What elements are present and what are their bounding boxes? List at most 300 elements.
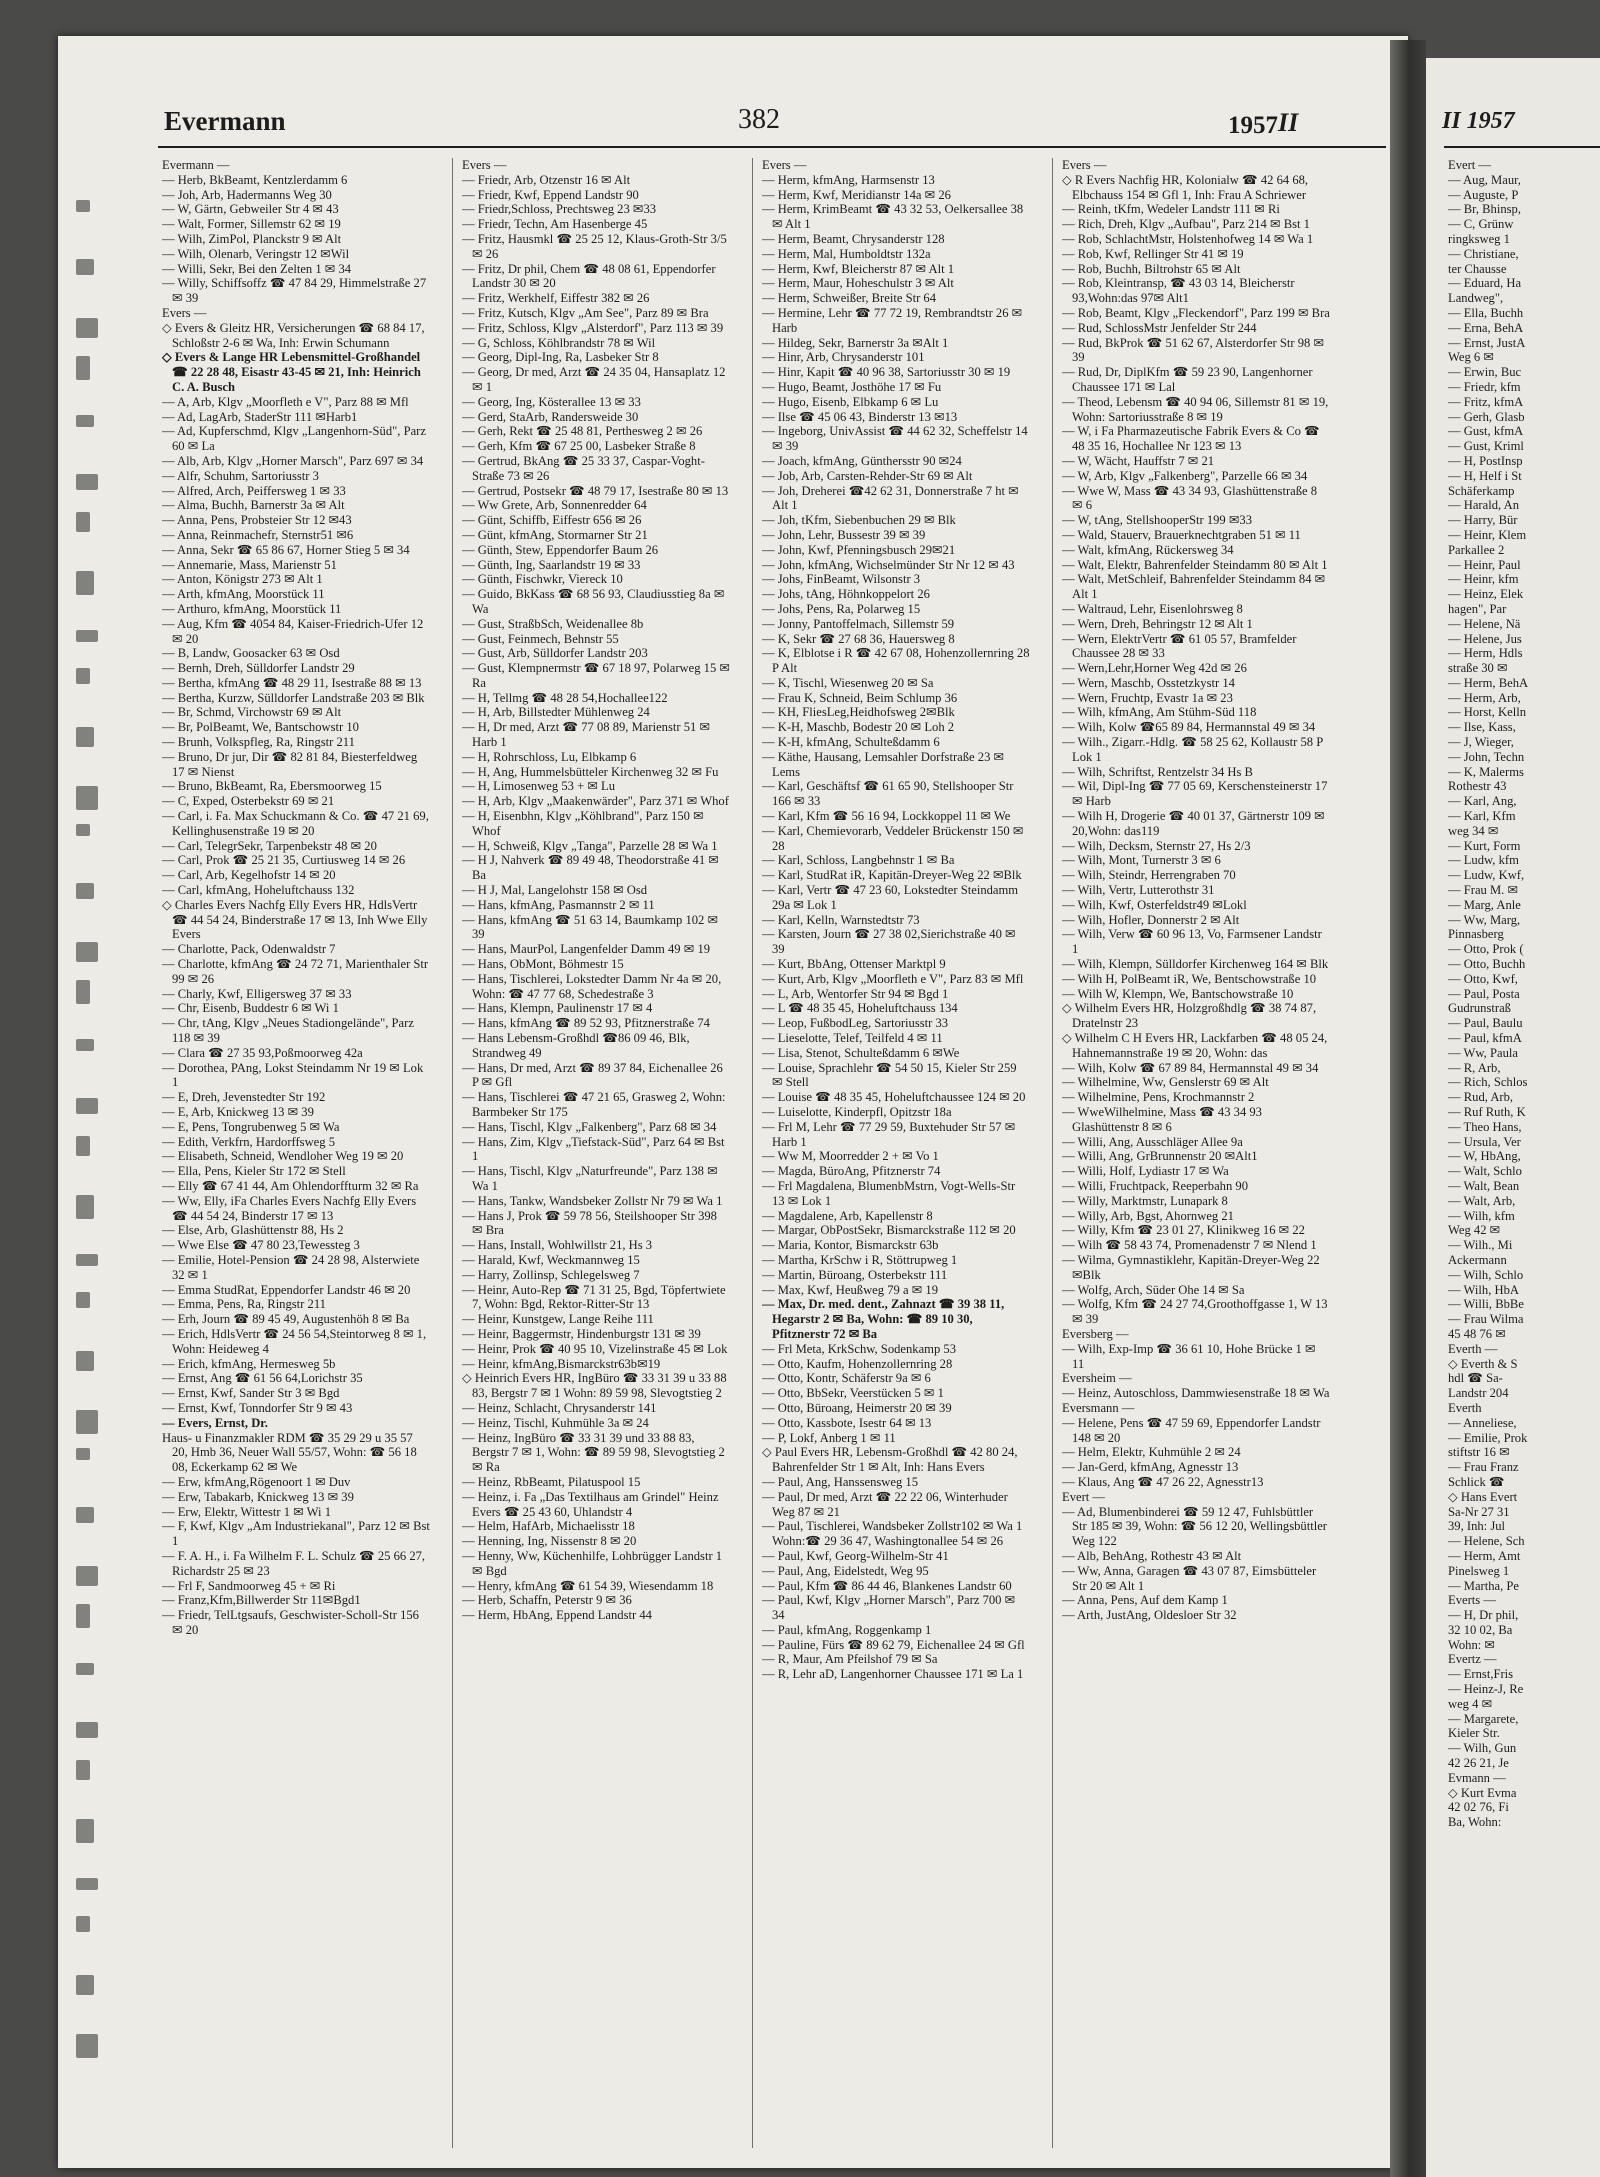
next-page-line: — Martha, Pe: [1448, 1578, 1519, 1593]
directory-entry: — Henning, Ing, Nissenstr 8 ✉ 20: [462, 1534, 637, 1549]
directory-entry: — Chr, Eisenb, Buddestr 6 ✉ Wi 1: [162, 1001, 339, 1016]
directory-entry: — Hans, Tankw, Wandsbeker Zollstr Nr 79 ✉ Wa 1: [462, 1193, 723, 1208]
directory-entry: — Wilh H, PolBeamt iR, We, Bentschowstraße 10: [1062, 971, 1317, 986]
directory-entry: — Karl, Kfm ☎ 56 16 94, Lockkoppel 11 ✉ We: [762, 809, 1011, 824]
directory-entry: — Wilh W, Klempn, We, Bantschowstraße 10: [1062, 986, 1294, 1001]
next-page-line: — Frau Franz: [1448, 1460, 1519, 1475]
next-page-line: — Heinz-J, Re: [1448, 1682, 1524, 1697]
margin-smudge: [76, 1760, 90, 1780]
directory-entry: — W, i Fa Pharmazeutische Fabrik Evers & Co ☎ 48 35 16, Hochallee Nr 123 ✉ 13: [1062, 424, 1320, 454]
directory-entry: — Carl, kfmAng, Hoheluftchauss 132: [162, 883, 355, 898]
directory-entry: — Louise ☎ 48 35 45, Hoheluftchaussee 124 ✉ 20: [762, 1090, 1026, 1105]
next-page-line: Pinelsweg 1: [1448, 1563, 1510, 1578]
header-rule: [158, 146, 1386, 148]
margin-smudge: [76, 668, 90, 684]
next-page-line: — Marg, Anle: [1448, 897, 1521, 912]
directory-entry: — Friedr, TelLtgsaufs, Geschwister-Scholl-Str 156 ✉ 20: [162, 1608, 419, 1637]
directory-entry: — Fritz, Kutsch, Klgv „Am See", Parz 89 ✉ Bra: [462, 305, 709, 320]
next-page-line: — Ernst, JustA: [1448, 335, 1526, 350]
next-page-header: II 1957: [1442, 108, 1515, 134]
directory-entry: — Karsten, Journ ☎ 27 38 02,Sierichstraße 40 ✉ 39: [762, 927, 1016, 957]
directory-entry: — Wilh ☎ 58 43 74, Promenadenstr 7 ✉ Nlend 1: [1062, 1238, 1317, 1253]
next-page-line: — Walt, Arb,: [1448, 1193, 1516, 1208]
directory-entry: — Herm, KrimBeamt ☎ 43 32 53, Oelkersallee 38 ✉ Alt 1: [762, 202, 1024, 232]
directory-entry: Evers —: [762, 158, 807, 172]
next-page-line: — Gerh, Glasb: [1448, 409, 1525, 424]
next-page-line: Evertz —: [1448, 1652, 1497, 1667]
directory-entry: Evers —: [162, 305, 207, 320]
directory-entry: — K, Tischl, Wiesenweg 20 ✉ Sa: [762, 675, 934, 690]
directory-entry: — H J, Mal, Langelohstr 158 ✉ Osd: [462, 883, 648, 898]
directory-entry: ◇ Wilhelm C H Evers HR, Lackfarben ☎ 48 05 24, Hahnemannstraße 19 ✉ 20, Wohn: das: [1062, 1031, 1328, 1060]
next-page-line: — Margarete,: [1448, 1711, 1519, 1726]
next-page-line: — K, Malerms: [1448, 764, 1524, 779]
directory-entry: — Paul, Kwf, Georg-Wilhelm-Str 41: [762, 1548, 949, 1563]
directory-entry: — Hinr, Arb, Chrysanderstr 101: [762, 350, 925, 365]
directory-entry: — Gust, Klempnermstr ☎ 67 18 97, Polarweg 15 ✉ Ra: [462, 661, 730, 690]
next-page-line: ◇ Kurt Evma: [1448, 1785, 1517, 1800]
directory-entry: — Ernst, Kwf, Tonndorfer Str 9 ✉ 43: [162, 1400, 353, 1415]
directory-entry: — Hans, Tischl, Klgv „Naturfreunde", Parz 138 ✉ Wa 1: [462, 1164, 718, 1193]
directory-entry: — Martha, KrSchw i R, Stöttrupweg 1: [762, 1252, 958, 1267]
directory-entry: — Paul, Tischlerei, Wandsbeker Zollstr102 ✉ Wa 1 Wohn:☎ 29 36 47, Washingtonallee 54 ✉ 26: [762, 1519, 1023, 1549]
directory-entry: — Heinz, Schlacht, Chrysanderstr 141: [462, 1400, 657, 1415]
directory-entry: — Anton, Königstr 273 ✉ Alt 1: [162, 572, 323, 587]
next-page-line: — H, Helf i St: [1448, 468, 1522, 483]
directory-entry: — Frl M, Lehr ☎ 77 29 59, Buxtehuder Str 57 ✉ Harb 1: [762, 1119, 1016, 1149]
directory-entry: — Reinh, tKfm, Wedeler Landstr 111 ✉ Ri: [1062, 202, 1280, 217]
directory-entry: — Lieselotte, Telef, Teilfeld 4 ✉ 11: [762, 1031, 943, 1046]
next-page-line: Wohn: ✉: [1448, 1637, 1495, 1652]
directory-entry: — Fritz, Werkhelf, Eiffestr 382 ✉ 26: [462, 291, 650, 306]
next-page-line: — Karl, Kfm: [1448, 809, 1516, 824]
directory-entry: — Karl, Vertr ☎ 47 23 60, Lokstedter Steindamm 29a ✉ Lok 1: [762, 883, 1019, 912]
directory-entry: ◇ Heinrich Evers HR, IngBüro ☎ 33 31 39 u 33 88 83, Bergstr 7 ✉ 1 Wohn: 89 59 98, Slevogtstieg 2: [462, 1371, 727, 1401]
next-page-line: — Paul, kfmA: [1448, 1031, 1522, 1046]
directory-entry: — WweWilhelmine, Mass ☎ 43 34 93 Glashüttenstr 8 ✉ 6: [1062, 1105, 1262, 1134]
directory-entry: — Charlotte, kfmAng ☎ 24 72 71, Marienthaler Str 99 ✉ 26: [162, 957, 429, 986]
directory-entry: — Wern, Dreh, Behringstr 12 ✉ Alt 1: [1062, 616, 1253, 631]
directory-entry: — Emilie, Hotel-Pension ☎ 24 28 98, Alsterwiete 32 ✉ 1: [162, 1252, 420, 1282]
directory-entry: — Heinr, Kunstgew, Lange Reihe 111: [462, 1312, 654, 1327]
next-page-line: — Rich, Schlos: [1448, 1075, 1528, 1090]
directory-entry: — Hans J, Prok ☎ 59 78 56, Steilshooper Str 398 ✉ Bra: [462, 1208, 717, 1238]
directory-entry: Eversberg —: [1062, 1326, 1129, 1341]
directory-entry: — Johs, Pens, Ra, Polarweg 15: [762, 601, 921, 616]
directory-entry: — Ernst, Kwf, Sander Str 3 ✉ Bgd: [162, 1386, 340, 1401]
directory-entry: — Waltraud, Lehr, Eisenlohrsweg 8: [1062, 601, 1243, 616]
directory-entry: Eversmann —: [1062, 1400, 1135, 1415]
directory-entry: — Max, Dr. med. dent., Zahnazt ☎ 39 38 11, Hegarstr 2 ✉ Ba, Wohn: ☎ 89 10 30, Pfitznerstr 72 ✉ Ba: [762, 1297, 1005, 1341]
next-page-line: — Ww, Paula: [1448, 1045, 1518, 1060]
directory-entry: — Rob, Buchh, Biltrohstr 65 ✉ Alt: [1062, 261, 1241, 276]
margin-smudge: [76, 1975, 94, 1995]
next-page-line: ◇ Everth & S: [1448, 1356, 1518, 1371]
directory-entry: — H, Rohrschloss, Lu, Elbkamp 6: [462, 749, 637, 764]
directory-entry: — Hildeg, Sekr, Barnerstr 3a ✉Alt 1: [762, 335, 949, 350]
margin-smudge: [76, 1098, 98, 1114]
directory-entry: — Erich, kfmAng, Hermesweg 5b: [162, 1356, 336, 1371]
directory-entry: — Paul, Dr med, Arzt ☎ 22 22 06, Winterhuder Weg 87 ✉ 21: [762, 1489, 1008, 1519]
next-page-line: — Br, Bhinsp,: [1448, 202, 1521, 217]
directory-entry: — Willi, Sekr, Bei den Zelten 1 ✉ 34: [162, 261, 352, 276]
directory-entry: — Joh, Arb, Hadermanns Weg 30: [162, 187, 332, 202]
directory-entry: — Alb, BehAng, Rothestr 43 ✉ Alt: [1062, 1548, 1242, 1563]
directory-entry: — Anna, Pens, Probsteier Str 12 ✉43: [162, 513, 352, 528]
directory-entry: — Arth, JustAng, Oldesloer Str 32: [1062, 1608, 1237, 1623]
directory-entry: — Rob, Beamt, Klgv „Fleckendorf", Parz 199 ✉ Bra: [1062, 305, 1330, 320]
edition-year: 1957: [1228, 112, 1278, 139]
directory-entry: — Else, Arb, Glashüttenstr 88, Hs 2: [162, 1223, 344, 1238]
directory-entry: — Heinr, Prok ☎ 40 95 10, Vizelinstraße 45 ✉ Lok: [462, 1341, 728, 1356]
directory-entry: — H J, Nahverk ☎ 89 49 48, Theodorstraße 41 ✉ Ba: [462, 853, 719, 883]
directory-entry: — Wilhelmine, Ww, Genslerstr 69 ✉ Alt: [1062, 1075, 1269, 1090]
directory-entry: — Wilh, Steindr, Herrengraben 70: [1062, 868, 1236, 883]
directory-entry: — Rob, Kwf, Rellinger Str 41 ✉ 19: [1062, 246, 1244, 261]
directory-entry: — L, Arb, Wentorfer Str 94 ✉ Bgd 1: [762, 986, 949, 1001]
next-page-line: — Heinr, Klem: [1448, 527, 1527, 542]
next-page-line: — Erwin, Buc: [1448, 365, 1522, 380]
directory-entry: — G, Schloss, Köhlbrandstr 78 ✉ Wil: [462, 335, 656, 350]
directory-entry: ◇ Evers & Lange HR Lebensmittel-Großhandel ☎ 22 28 48, Eisastr 43-45 ✉ 21, Inh: Heinrich C. A. Busch: [162, 350, 421, 394]
margin-smudge: [76, 883, 94, 899]
directory-entry: — Friedr, Kwf, Eppend Landstr 90: [462, 187, 639, 202]
directory-entry: Evers —: [462, 158, 507, 172]
directory-entry: — Alfr, Schuhm, Sartoriusstr 3: [162, 468, 319, 483]
directory-entry: — Walt, MetSchleif, Bahrenfelder Steindamm 84 ✉ Alt 1: [1062, 572, 1326, 602]
directory-entry: — Herb, BkBeamt, Kentzlerdamm 6: [162, 172, 348, 187]
directory-entry: — Rud, SchlossMstr Jenfelder Str 244: [1062, 320, 1257, 335]
directory-entry: Haus- u Finanzmakler RDM ☎ 35 29 29 u 35 57 20, Hmb 36, Neuer Wall 55/57, Wohn: ☎ 56 18 08, Eckerkamp 62 ✉ We: [162, 1430, 417, 1475]
directory-entry: — Heinz, Autoschloss, Dammwiesenstraße 18 ✉ Wa: [1062, 1386, 1330, 1401]
next-page-line: — Aug, Maur,: [1448, 172, 1521, 187]
next-page-line: — Karl, Ang,: [1448, 794, 1517, 809]
directory-entry: — Frl F, Sandmoorweg 45 + ✉ Ri: [162, 1578, 336, 1593]
directory-entry: — Wwe W, Mass ☎ 43 34 93, Glashüttenstraße 8 ✉ 6: [1062, 483, 1318, 513]
directory-entry: — Ad, Kupferschmd, Klgv „Langenhorn-Süd", Parz 60 ✉ La: [162, 424, 426, 454]
directory-entry: — Anna, Pens, Auf dem Kamp 1: [1062, 1593, 1228, 1608]
directory-entry: — John, Lehr, Bussestr 39 ✉ 39: [762, 527, 926, 542]
directory-column-3: [762, 158, 1030, 1682]
directory-entry: — Wilh, Kolw ☎ 67 89 84, Hermannstal 49 ✉ 34: [1062, 1060, 1319, 1075]
directory-entry: — Jonny, Pantoffelmach, Sillemstr 59: [762, 616, 955, 631]
next-page-line: Evert —: [1448, 158, 1492, 172]
directory-entry: — Heinr, Baggermstr, Hindenburgstr 131 ✉ 39: [462, 1326, 701, 1341]
next-page-line: Gudrunstraß: [1448, 1001, 1511, 1016]
margin-smudge: [76, 2034, 98, 2058]
directory-entry: — Hans, ObMont, Böhmestr 15: [462, 957, 624, 972]
directory-entry: — Herm, Mal, Humboldtstr 132a: [762, 246, 931, 261]
directory-column-1: [162, 158, 430, 1638]
directory-entry: — Hans, Tischlerei, Lokstedter Damm Nr 4a ✉ 20, Wohn: ☎ 47 77 68, Schedestraße 3: [462, 971, 722, 1001]
next-page-line: hagen", Par: [1448, 601, 1507, 616]
directory-entry: — K, Sekr ☎ 27 68 36, Hauersweg 8: [762, 631, 955, 646]
page-header: [58, 82, 1408, 139]
directory-entry: — Frl Magdalena, BlumenbMstrn, Vogt-Wells-Str 13 ✉ Lok 1: [762, 1178, 1016, 1208]
margin-smudge: [76, 318, 98, 338]
directory-entry: — Harald, Kwf, Weckmannweg 15: [462, 1252, 640, 1267]
next-page-line: — Wilh, Schlo: [1448, 1267, 1524, 1282]
next-page-line: Schäferkamp: [1448, 483, 1515, 498]
margin-smudge: [76, 200, 90, 212]
next-page-line: — Wilh, HbA: [1448, 1282, 1519, 1297]
directory-entry: — Hugo, Eisenb, Elbkamp 6 ✉ Lu: [762, 394, 939, 409]
next-page-line: — Erna, BehA: [1448, 320, 1524, 335]
next-page-line: — Heinz, Elek: [1448, 587, 1524, 602]
directory-entry: — Günth, Stew, Eppendorfer Baum 26: [462, 542, 659, 557]
directory-entry: — Henry, kfmAng ☎ 61 54 39, Wiesendamm 18: [462, 1578, 714, 1593]
directory-entry: — B, Landw, Goosacker 63 ✉ Osd: [162, 646, 340, 661]
directory-entry: — Herm, Kwf, Meridianstr 14a ✉ 26: [762, 187, 951, 202]
next-page-line: — Kurt, Form: [1448, 838, 1521, 853]
next-page-line: Evmann —: [1448, 1770, 1506, 1785]
directory-entry: — Aug, Kfm ☎ 4054 84, Kaiser-Friedrich-Ufer 12 ✉ 20: [162, 616, 424, 646]
margin-smudge: [76, 415, 94, 427]
directory-entry: — Martin, Büroang, Osterbekstr 111: [762, 1267, 948, 1282]
directory-entry: — H, Tellmg ☎ 48 28 54,Hochallee122: [462, 690, 668, 705]
directory-entry: — Bernh, Dreh, Sülldorfer Landstr 29: [162, 661, 355, 676]
directory-entry: — Chr, tAng, Klgv „Neues Stadiongelände", Parz 118 ✉ 39: [162, 1016, 414, 1046]
next-page-line: — Herm, Amt: [1448, 1548, 1521, 1563]
directory-entry: — Otto, Büroang, Heimerstr 20 ✉ 39: [762, 1400, 952, 1415]
directory-entry: ◇ Paul Evers HR, Lebensm-Großhdl ☎ 42 80 24, Bahrenfelder Str 1 ✉ Alt, Inh: Hans Evers: [762, 1445, 1018, 1475]
directory-entry: — Willy, Arb, Bgst, Ahornweg 21: [1062, 1208, 1234, 1223]
next-page-line: — Ludw, Kwf,: [1448, 868, 1525, 883]
directory-entry: — Ad, LagArb, StaderStr 111 ✉Harb1: [162, 409, 358, 424]
directory-entry: — Hans, Dr med, Arzt ☎ 89 37 84, Eichenallee 26 P ✉ Gfl: [462, 1060, 723, 1090]
next-page-line: — W, HbAng,: [1448, 1149, 1521, 1164]
directory-entry: — H, Limosenweg 53 + ✉ Lu: [462, 779, 616, 794]
directory-column-4: [1062, 158, 1330, 1623]
directory-entry: — Wilh, Decksm, Sternstr 27, Hs 2/3: [1062, 838, 1251, 853]
directory-entry: — Wilh., Zigarr.-Hdlg. ☎ 58 25 62, Kollaustr 58 P Lok 1: [1062, 735, 1323, 764]
directory-entry: — Herm, Beamt, Chrysanderstr 128: [762, 231, 945, 246]
next-page-line: — Ruf Ruth, K: [1448, 1105, 1526, 1119]
directory-entry: — Wilh, Klempn, Sülldorfer Kirchenweg 164 ✉ Blk: [1062, 957, 1329, 972]
next-page-line: — Ernst,Fris: [1448, 1667, 1514, 1682]
directory-entry: — Edith, Verkfrn, Hardorffsweg 5: [162, 1134, 336, 1149]
directory-entry: — Otto, Kontr, Schäferstr 9a ✉ 6: [762, 1371, 931, 1386]
margin-smudge: [76, 727, 94, 747]
directory-entry: — Brunh, Volkspfleg, Ra, Ringstr 211: [162, 735, 355, 750]
directory-entry: — W, tAng, StellshooperStr 199 ✉33: [1062, 513, 1253, 528]
directory-entry: — Wilh H, Drogerie ☎ 40 01 37, Gärtnerstr 109 ✉ 20,Wohn: das119: [1062, 809, 1325, 838]
next-page-line: — R, Arb,: [1448, 1060, 1501, 1075]
directory-entry: — Hans, kfmAng ☎ 51 63 14, Baumkamp 102 ✉ 39: [462, 912, 719, 942]
directory-entry: — Hans, Tischlerei ☎ 47 21 65, Grasweg 2, Wohn: Barmbeker Str 175: [462, 1090, 726, 1119]
next-page-line: 45 48 76 ✉: [1448, 1326, 1506, 1341]
directory-entry: Evermann —: [162, 158, 230, 172]
directory-entry: — Karl, Schloss, Langbehnstr 1 ✉ Ba: [762, 853, 955, 868]
directory-entry: — Br, PolBeamt, We, Bantschowstr 10: [162, 720, 359, 735]
directory-entry: — John, kfmAng, Wichselmünder Str Nr 12 ✉ 43: [762, 557, 1015, 572]
directory-entry: — Wald, Stauerv, Brauerknechtgraben 51 ✉ 11: [1062, 527, 1301, 542]
next-page-line: — Christiane,: [1448, 246, 1519, 261]
next-page-line: — Ella, Buchh: [1448, 305, 1524, 320]
directory-entry: — Lisa, Stenot, Schulteßdamm 6 ✉We: [762, 1045, 960, 1060]
directory-entry: — Walt, Former, Sillemstr 62 ✉ 19: [162, 217, 341, 232]
margin-smudge: [76, 1410, 98, 1434]
directory-entry: — Paul, Kfm ☎ 86 44 46, Blankenes Landstr 60: [762, 1578, 1012, 1593]
directory-entry: — Willy, Schiffsoffz ☎ 47 84 29, Himmelstraße 27 ✉ 39: [162, 276, 427, 306]
directory-entry: — Frau K, Schneid, Beim Schlump 36: [762, 690, 958, 705]
directory-entry: ◇ Wilhelm Evers HR, Holzgroßhdlg ☎ 38 74 87, Dratelnstr 23: [1062, 1001, 1317, 1031]
next-page-line: — Ww, Marg,: [1448, 912, 1521, 927]
directory-entry: — Ella, Pens, Kieler Str 172 ✉ Stell: [162, 1164, 346, 1179]
directory-entry: — Paul, Kwf, Klgv „Horner Marsch", Parz 700 ✉ 34: [762, 1593, 1016, 1623]
directory-entry: — Helm, HafArb, Michaelisstr 18: [462, 1519, 635, 1534]
margin-smudge: [76, 1916, 90, 1932]
directory-entry: Eversheim —: [1062, 1371, 1132, 1386]
directory-entry: — Ernst, Ang ☎ 61 56 64,Lorichstr 35: [162, 1371, 363, 1386]
directory-entry: Evert —: [1062, 1489, 1106, 1504]
directory-entry: — Herm, Maur, Hoheschulstr 3 ✉ Alt: [762, 276, 954, 291]
margin-smudge: [76, 1136, 90, 1156]
directory-entry: — Guido, BkKass ☎ 68 56 93, Claudiusstieg 8a ✉ Wa: [462, 587, 725, 616]
directory-entry: — Hans, kfmAng, Pasmannstr 2 ✉ 11: [462, 897, 655, 912]
margin-smudge: [76, 1351, 94, 1371]
next-page-line: — Harald, An: [1448, 498, 1519, 513]
directory-entry: — K, Elblotse i R ☎ 42 67 08, Hohenzollernring 28 P Alt: [762, 646, 1030, 676]
next-page-line: — Walt, Schlo: [1448, 1164, 1522, 1179]
directory-entry: — Hermine, Lehr ☎ 77 72 19, Rembrandtstr 26 ✉ Harb: [762, 305, 1023, 335]
directory-entry: — Hans, Install, Wohlwillstr 21, Hs 3: [462, 1238, 653, 1253]
next-page-line: — Frau M. ✉: [1448, 883, 1519, 898]
directory-entry: — Joh, tKfm, Siebenbuchen 29 ✉ Blk: [762, 513, 956, 528]
directory-entry: — Emma StudRat, Eppendorfer Landstr 46 ✉ 20: [162, 1282, 411, 1297]
margin-smudge: [76, 571, 94, 595]
directory-entry: — Hugo, Beamt, Josthöhe 17 ✉ Fu: [762, 379, 942, 394]
directory-entry: — Johs, tAng, Höhnkoppelort 26: [762, 587, 930, 602]
next-page-line: — Eduard, Ha: [1448, 276, 1522, 291]
directory-entry: — Luiselotte, Kinderpfl, Opitzstr 18a: [762, 1105, 952, 1119]
directory-entry: — Wil, Dipl-Ing ☎ 77 05 69, Kerschensteinerstr 17 ✉ Harb: [1062, 779, 1328, 809]
directory-entry: — Evers, Ernst, Dr.: [162, 1415, 268, 1430]
directory-entry: — Dorothea, PAng, Lokst Steindamm Nr 19 ✉ Lok 1: [162, 1060, 424, 1090]
next-page-line: Ba, Wohn:: [1448, 1815, 1502, 1830]
next-page-line: Everth —: [1448, 1341, 1498, 1356]
directory-entry: — Ingeborg, UnivAssist ☎ 44 62 32, Scheffelstr 14 ✉ 39: [762, 424, 1028, 454]
next-page-line: Everth: [1448, 1400, 1482, 1415]
next-page-line: Kieler Str.: [1448, 1726, 1500, 1741]
margin-smudge: [76, 1039, 94, 1051]
directory-entry: — Wern,Lehr,Horner Weg 42d ✉ 26: [1062, 661, 1247, 676]
directory-entry: — Pauline, Fürs ☎ 89 62 79, Eichenallee 24 ✉ Gfl: [762, 1637, 1025, 1652]
next-page-line: — Wilh, Gun: [1448, 1741, 1517, 1756]
directory-entry: — Gertrud, BkAng ☎ 25 33 37, Caspar-Voght-Straße 73 ✉ 26: [462, 453, 705, 483]
directory-entry: — Käthe, Hausang, Lemsahler Dorfstraße 23 ✉ Lems: [762, 749, 1005, 779]
directory-entry: — Heinz, RbBeamt, Pilatuspool 15: [462, 1474, 641, 1489]
margin-smudge: [76, 1292, 90, 1308]
next-page-line: Landweg",: [1448, 291, 1504, 306]
directory-entry: — Joach, kfmAng, Günthersstr 90 ✉24: [762, 453, 962, 468]
directory-entry: — Paul, kfmAng, Roggenkamp 1: [762, 1622, 932, 1637]
directory-entry: — Gerh, Kfm ☎ 67 25 00, Lasbeker Straße 8: [462, 439, 696, 454]
next-page-line: — Paul, Posta: [1448, 986, 1520, 1001]
directory-entry: — Otto, Kassbote, Isestr 64 ✉ 13: [762, 1415, 932, 1430]
directory-entry: — Ww, Anna, Garagen ☎ 43 07 87, Eimsbütteler Str 20 ✉ Alt 1: [1062, 1563, 1317, 1593]
directory-entry: — Ww, Elly, iFa Charles Evers Nachfg Elly Evers ☎ 44 54 24, Binderstr 17 ✉ 13: [162, 1193, 417, 1223]
next-page-line: — Ursula, Ver: [1448, 1134, 1521, 1149]
directory-entry: — Walt, Elektr, Bahrenfelder Steindamm 80 ✉ Alt 1: [1062, 557, 1328, 572]
directory-entry: — Arthuro, kfmAng, Moorstück 11: [162, 601, 342, 616]
directory-entry: — Louise, Sprachlehr ☎ 54 50 15, Kieler Str 259 ✉ Stell: [762, 1060, 1017, 1090]
margin-smudge: [76, 1819, 94, 1843]
directory-entry: — Hans Lebensm-Großhdl ☎86 09 46, Blk, Strandweg 49: [462, 1031, 690, 1060]
margin-smudge: [76, 786, 98, 810]
directory-entry: — Heinz, i. Fa „Das Textilhaus am Grindel" Heinz Evers ☎ 25 43 60, Uhlandstr 4: [462, 1489, 719, 1519]
margin-smudge: [76, 1566, 98, 1586]
directory-entry: — Ww Grete, Arb, Sonnenredder 64: [462, 498, 647, 513]
margin-smudge: [76, 1254, 98, 1266]
directory-entry: — John, Kwf, Pfenningsbusch 29✉21: [762, 542, 956, 557]
next-page-line: Weg 42 ✉: [1448, 1223, 1501, 1238]
directory-entry: — Karl, Kelln, Warnstedtstr 73: [762, 912, 920, 927]
directory-entry: — Joh, Dreherei ☎42 62 31, Donnerstraße 7 ht ✉ Alt 1: [762, 483, 1019, 513]
margin-smudge: [76, 1722, 98, 1738]
directory-entry: — H, Eisenbhn, Klgv „Köhlbrand", Parz 150 ✉ Whof: [462, 809, 704, 838]
next-page-line: Sa-Nr 27 31: [1448, 1504, 1510, 1519]
directory-entry: — Wilh, kfmAng, Am Stühm-Süd 118: [1062, 705, 1257, 720]
directory-entry: — Br, Schmd, Virchowstr 69 ✉ Alt: [162, 705, 342, 720]
margin-smudge: [76, 1195, 94, 1219]
directory-entry: — H, Arb, Billstedter Mühlenweg 24: [462, 705, 650, 720]
directory-entry: — Günt, Schiffb, Eiffestr 656 ✉ 26: [462, 513, 642, 528]
next-page-line: Schlick ☎: [1448, 1474, 1505, 1489]
directory-entry: — Karl, Chemievorarb, Veddeler Brückenstr 150 ✉ 28: [762, 823, 1024, 853]
next-page-line: Rothestr 43: [1448, 779, 1507, 794]
directory-entry: — Gerh, Rekt ☎ 25 48 81, Perthesweg 2 ✉ 26: [462, 424, 703, 439]
directory-entry: — P, Lokf, Anberg 1 ✉ 11: [762, 1430, 896, 1445]
next-page-line: — Ludw, kfm: [1448, 853, 1519, 868]
next-page-line: — Anneliese,: [1448, 1415, 1517, 1430]
directory-entry: — Bertha, Kurzw, Sülldorfer Landstraße 203 ✉ Blk: [162, 690, 425, 705]
directory-entry: — Max, Kwf, Heußweg 79 a ✉ 19: [762, 1282, 938, 1297]
margin-marks: [72, 200, 102, 2100]
directory-entry: — Wwe Else ☎ 47 80 23,Tewessteg 3: [162, 1238, 360, 1253]
directory-entry: — KH, FliesLeg,Heidhofsweg 2✉Blk: [762, 705, 955, 720]
directory-entry: — W, Arb, Klgv „Falkenberg", Parzelle 66 ✉ 34: [1062, 468, 1308, 483]
next-page-line: — Theo Hans,: [1448, 1119, 1522, 1134]
directory-entry: — Herb, Schaffn, Peterstr 9 ✉ 36: [462, 1593, 632, 1608]
directory-entry: — Johs, FinBeamt, Wilsonstr 3: [762, 572, 921, 587]
next-page-line: ter Chausse: [1448, 261, 1507, 276]
directory-entry: — E, Pens, Tongrubenweg 5 ✉ Wa: [162, 1119, 340, 1134]
next-page-line: 32 10 02, Ba: [1448, 1622, 1513, 1637]
next-page-line: ringksweg 1: [1448, 231, 1510, 246]
next-page-line: 42 02 76, Fi: [1448, 1800, 1509, 1815]
directory-entry: — Wilh, ZimPol, Planckstr 9 ✉ Alt: [162, 231, 342, 246]
column-separator: [1052, 158, 1053, 2148]
directory-entry: — Wilh, Schriftst, Rentzelstr 34 Hs B: [1062, 764, 1253, 779]
directory-entry: — Erw, Tabakarb, Knickweg 13 ✉ 39: [162, 1489, 354, 1504]
next-page-line: — Friedr, kfm: [1448, 379, 1521, 394]
directory-entry: — A, Arb, Klgv „Moorfleth e V", Parz 88 ✉ Mfl: [162, 394, 409, 409]
directory-entry: — Erw, kfmAng,Rögenoort 1 ✉ Duv: [162, 1474, 351, 1489]
directory-entry: — K-H, kfmAng, Schulteßdamm 6: [762, 735, 940, 750]
directory-entry: — Willy, Marktmstr, Lunapark 8: [1062, 1193, 1228, 1208]
directory-entry: — Kurt, Arb, Klgv „Moorfleth e V", Parz 83 ✉ Mfl: [762, 971, 1024, 986]
next-page-line: — Rud, Arb,: [1448, 1090, 1514, 1105]
directory-entry: — H, Schweiß, Klgv „Tanga", Parzelle 28 ✉ Wa 1: [462, 838, 718, 853]
directory-entry: — L ☎ 48 35 45, Hoheluftchauss 134: [762, 1001, 958, 1016]
next-page-line: — Herm, Arb,: [1448, 690, 1521, 705]
next-page-line: — Otto, Kwf,: [1448, 971, 1518, 986]
directory-entry: — Günth, Fischwkr, Viereck 10: [462, 572, 623, 587]
directory-entry: — Franz,Kfm,Billwerder Str 11✉Bgd1: [162, 1593, 361, 1608]
directory-entry: — Karl, Geschäftsf ☎ 61 65 90, Stellshooper Str 166 ✉ 33: [762, 779, 1014, 809]
directory-entry: — E, Dreh, Jevenstedter Str 192: [162, 1090, 326, 1105]
